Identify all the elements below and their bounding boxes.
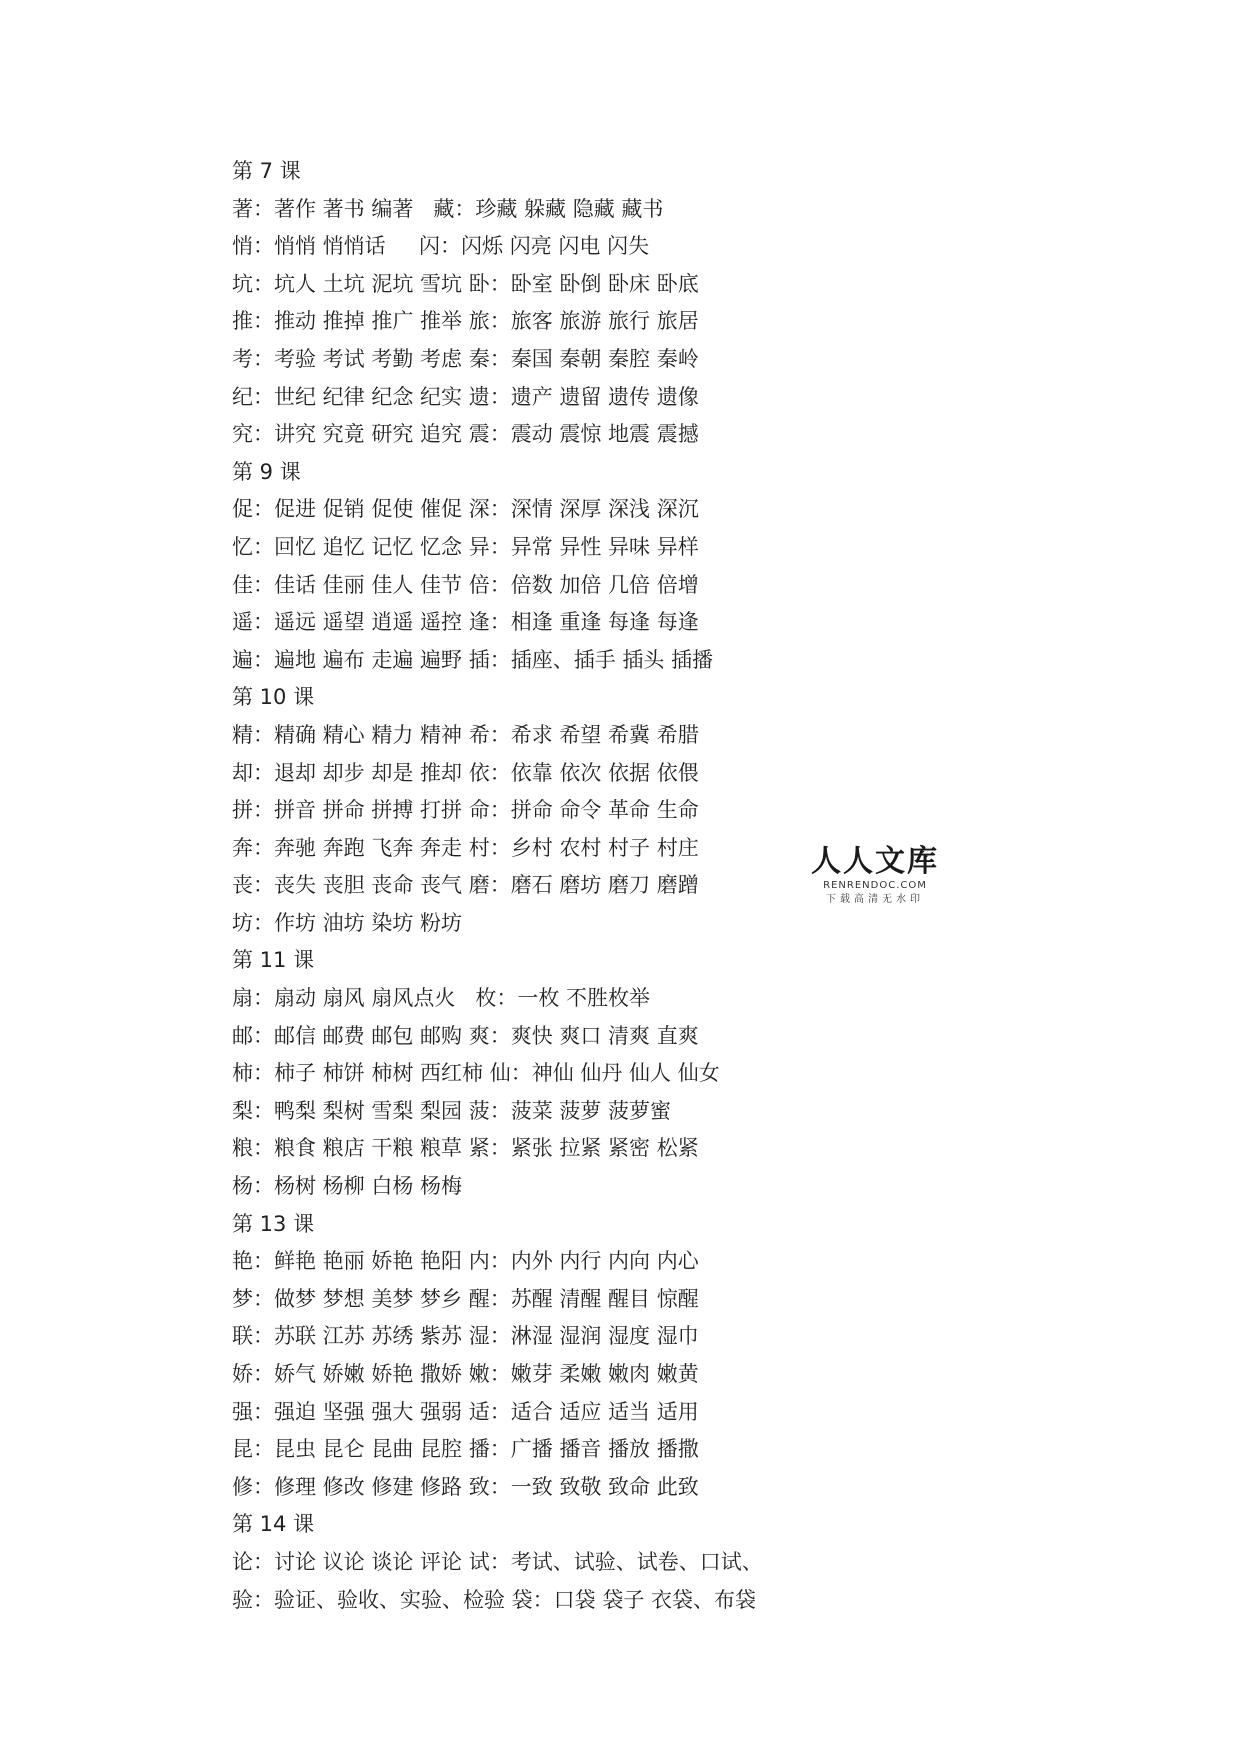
vocab-line: 柿：柿子 柿饼 柿树 西红柿 仙：神仙 仙丹 仙人 仙女 xyxy=(232,1061,720,1086)
vocab-line: 佳：佳话 佳丽 佳人 佳节 倍：倍数 加倍 几倍 倍增 xyxy=(232,572,699,597)
vocab-line: 却：退却 却步 却是 推却 依：依靠 依次 依据 依偎 xyxy=(232,760,699,785)
vocab-line: 精：精确 精心 精力 精神 希：希求 希望 希冀 希腊 xyxy=(232,722,699,747)
vocab-line: 著：著作 著书 编著 藏：珍藏 躲藏 隐藏 藏书 xyxy=(232,196,664,221)
vocab-line: 悄：悄悄 悄悄话 闪：闪烁 闪亮 闪电 闪失 xyxy=(232,234,650,259)
vocab-line: 粮：粮食 粮店 干粮 粮草 紧：紧张 拉紧 紧密 松紧 xyxy=(232,1136,699,1161)
lesson-heading: 第 7 课 xyxy=(232,159,301,183)
vocab-line: 遍：遍地 遍布 走遍 遍野 插：插座、插手 插头 插播 xyxy=(232,647,714,672)
vocab-line: 拼：拼音 拼命 拼搏 打拼 命：拼命 命令 革命 生命 xyxy=(232,798,699,823)
lesson-heading: 第 14 课 xyxy=(232,1512,315,1537)
vocab-line: 遥：遥远 遥望 逍遥 遥控 逢：相逢 重逢 每逢 每逢 xyxy=(232,610,699,635)
vocab-line: 考：考验 考试 考勤 考虑 秦：秦国 秦朝 秦腔 秦岭 xyxy=(232,346,699,371)
vocab-line: 强：强迫 坚强 强大 强弱 适：适合 适应 适当 适用 xyxy=(232,1399,699,1424)
vocab-line: 奔：奔驰 奔跑 飞奔 奔走 村：乡村 农村 村子 村庄 xyxy=(232,835,699,860)
vocab-line: 促：促进 促销 促使 催促 深：深情 深厚 深浅 深沉 xyxy=(232,497,699,522)
vocab-line: 坑：坑人 土坑 泥坑 雪坑 卧：卧室 卧倒 卧床 卧底 xyxy=(232,271,699,296)
lesson-heading: 第 10 课 xyxy=(232,685,315,710)
vocab-line: 纪：世纪 纪律 纪念 纪实 遗：遗产 遗留 遗传 遗像 xyxy=(232,384,699,409)
vocab-line: 扇：扇动 扇风 扇风点火 枚：一枚 不胜枚举 xyxy=(232,986,651,1011)
watermark-url: RENRENDOC.COM xyxy=(823,880,927,891)
vocab-line: 联：苏联 江苏 苏绣 紫苏 湿：淋湿 湿润 湿度 湿巾 xyxy=(232,1324,699,1349)
lesson-heading: 第 11 课 xyxy=(232,948,315,973)
lesson-heading: 第 9 课 xyxy=(232,459,301,484)
vocab-line: 究：讲究 究竟 研究 追究 震：震动 震惊 地震 震撼 xyxy=(232,422,699,447)
vocab-line: 验：验证、验收、实验、检验 袋：口袋 袋子 衣袋、布袋 xyxy=(232,1587,757,1612)
watermark-logo xyxy=(810,845,940,907)
vocab-line: 忆：回忆 追忆 记忆 忆念 异：异常 异性 异味 异样 xyxy=(232,534,699,559)
vocab-line: 梦：做梦 梦想 美梦 梦乡 醒：苏醒 清醒 醒目 惊醒 xyxy=(232,1286,699,1311)
vocab-line: 娇：娇气 娇嫩 娇艳 撒娇 嫩：嫩芽 柔嫩 嫩肉 嫩黄 xyxy=(232,1362,699,1386)
vocab-line: 修：修理 修改 修建 修路 致：一致 致敬 致命 此致 xyxy=(232,1474,699,1499)
vocab-line: 论：讨论 议论 谈论 评论 试：考试、试验、试卷、口试、 xyxy=(232,1549,763,1574)
vocab-line: 梨：鸭梨 梨树 雪梨 梨园 菠：菠菜 菠萝 菠萝蜜 xyxy=(232,1098,672,1123)
watermark-title: 人人文库 xyxy=(811,844,939,879)
lesson-heading: 第 13 课 xyxy=(232,1211,315,1236)
vocab-line: 昆：昆虫 昆仑 昆曲 昆腔 播：广播 播音 播放 播撒 xyxy=(232,1437,699,1462)
vocab-line: 推：推动 推掉 推广 推举 旅：旅客 旅游 旅行 旅居 xyxy=(232,309,699,334)
watermark-subtitle: 下载高清无水印 xyxy=(826,894,924,905)
vocab-line: 丧：丧失 丧胆 丧命 丧气 磨：磨石 磨坊 磨刀 磨蹭 xyxy=(232,873,699,898)
vocab-line: 坊：作坊 油坊 染坊 粉坊 xyxy=(232,910,463,935)
vocab-line: 杨：杨树 杨柳 白杨 杨梅 xyxy=(232,1174,463,1199)
vocab-line: 艳：鲜艳 艳丽 娇艳 艳阳 内：内外 内行 内向 内心 xyxy=(232,1249,699,1274)
vocab-line: 邮：邮信 邮费 邮包 邮购 爽：爽快 爽口 清爽 直爽 xyxy=(232,1023,699,1048)
